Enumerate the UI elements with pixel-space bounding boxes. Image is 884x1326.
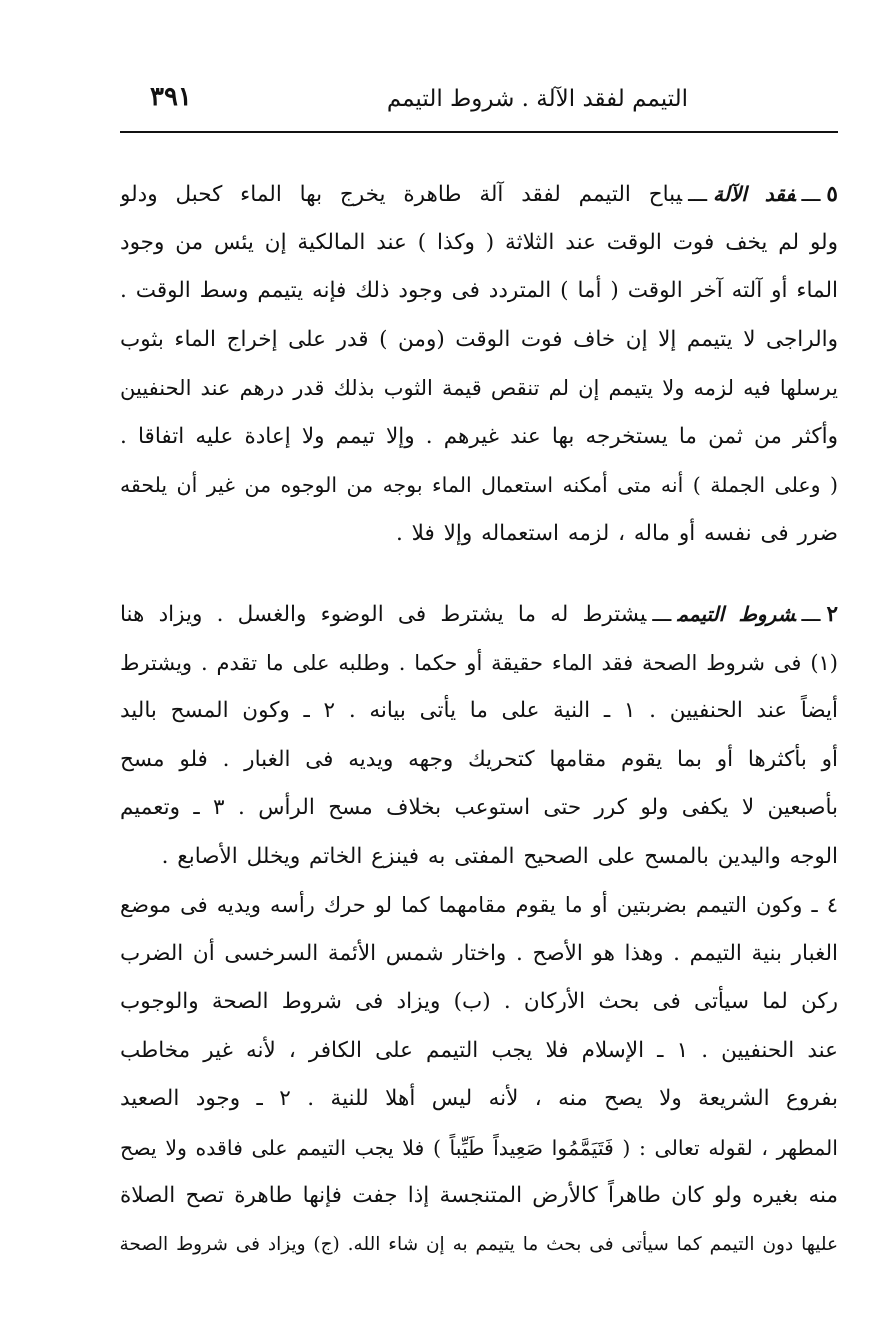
paragraph-line: منه بغيره ولو كان طاهراً كالأرض المتنجسة إذا جفت فإنها طاهرة تصح الصلاة [120, 1183, 838, 1208]
section-number: ٢ [826, 602, 838, 627]
paragraph-line: ٢ـــشروط التيممـــيشترط له ما يشترط فى الوضوء والغسل . ويزاد هنا [120, 602, 838, 627]
paragraph-line: أيضاً عند الحنفيين . ١ ـ النية على ما يأتى بيانه . ٢ ـ وكون المسح باليد [120, 698, 838, 723]
paragraph-line: الوجه واليدين بالمسح على الصحيح المفتى به فينزع الخاتم ويخلل الأصابع . [161, 843, 838, 869]
section-heading: فقد الآلة [713, 182, 796, 206]
page-header [120, 78, 838, 128]
header-rule [120, 131, 838, 133]
paragraph-line: أو بأكثرها أو بما يقوم مقامها كتحريك وجهه ويديه فى الغبار . فلو مسح [120, 746, 838, 772]
paragraph-line: المطهر ، لقوله تعالى : ( فَتَيَمَّمُوا صَعِيداً طَيِّباً ) فلا يجب التيمم على فاقده ولا يصح [120, 1135, 838, 1160]
paragraph-line: ركن لما سيأتى فى بحث الأركان . (ب) ويزاد فى شروط الصحة والوجوب [120, 989, 838, 1014]
paragraph-text: يباح التيمم لفقد آلة طاهرة يخرج بها الماء كحبل ودلو [120, 182, 683, 207]
section-number: ٥ [826, 182, 838, 207]
paragraph-line: ٤ ـ وكون التيمم بضربتين أو ما يقوم مقامهما كما لو حرك رأسه ويديه فى موضع [120, 893, 838, 917]
paragraph-line: عليها دون التيمم كما سيأتى فى بحث ما يتيمم به إن شاء الله. (ج) ويزاد فى شروط الصحة [120, 1233, 838, 1255]
section-heading: شروط التيمم [677, 602, 796, 626]
paragraph-line: بفروع الشريعة ولا يصح منه ، لأنه ليس أهلا للنية . ٢ ـ وجود الصعيد [120, 1086, 838, 1111]
paragraph-line: عند الحنفيين . ١ ـ الإسلام فلا يجب التيمم على الكافر ، لأنه غير مخاطب [120, 1037, 838, 1063]
section-conditions-of-tayammum [120, 590, 838, 1269]
page-number: ٣٩١ [150, 82, 192, 112]
paragraph-line: بأصبعين لا يكفى ولو كرر حتى استوعب بخلاف مسح الرأس . ٣ ـ وتعميم [120, 795, 838, 820]
paragraph-line: والراجى لا يتيمم إلا إن خاف فوت الوقت (ومن ) قدر على إخراج الماء بثوب [120, 326, 838, 352]
paragraph-line: وأكثر من ثمن ما يستخرجه بها عند غيرهم . وإلا تيمم ولا إعادة عليه اتفاقا . [120, 423, 838, 449]
paragraph-line: ٥ـــفقد الآلةـــيباح التيمم لفقد آلة طاهرة يخرج بها الماء كحبل ودلو [120, 182, 838, 207]
paragraph-line: (١) فى شروط الصحة فقد الماء حقيقة أو حكما . وطلبه على ما تقدم . ويشترط [120, 650, 838, 675]
paragraph-line: يرسلها فيه لزمه ولا يتيمم إن لم تنقص قيمة الثوب بذلك قدر درهم عند الحنفيين [120, 376, 838, 400]
paragraph-line: ( وعلى الجملة ) أنه متى أمكنه استعمال الماء بوجه من الوجوه من غير أن يلحقه [120, 473, 838, 497]
paragraph-text: يشترط له ما يشترط فى الوضوء والغسل . ويزاد هنا [120, 602, 647, 627]
paragraph-line: ولو لم يخف فوت الوقت عند الثلاثة ( وكذا ) عند المالكية إن يئس من وجود [120, 229, 838, 255]
paragraph-line: الماء أو آلته آخر الوقت ( أما ) المتردد فى وجود ذلك فإنه يتيمم وسط الوقت . [120, 278, 838, 303]
paragraph-line: ضرر فى نفسه أو ماله ، لزمه استعماله وإلا فلا . [396, 520, 838, 546]
section-lack-of-tool [120, 170, 838, 558]
running-head: التيمم لفقد الآلة . شروط التيمم [386, 86, 688, 112]
paragraph-line: الغبار بنية التيمم . وهذا هو الأصح . واختار شمس الأئمة السرخسى أن الضرب [120, 940, 838, 966]
